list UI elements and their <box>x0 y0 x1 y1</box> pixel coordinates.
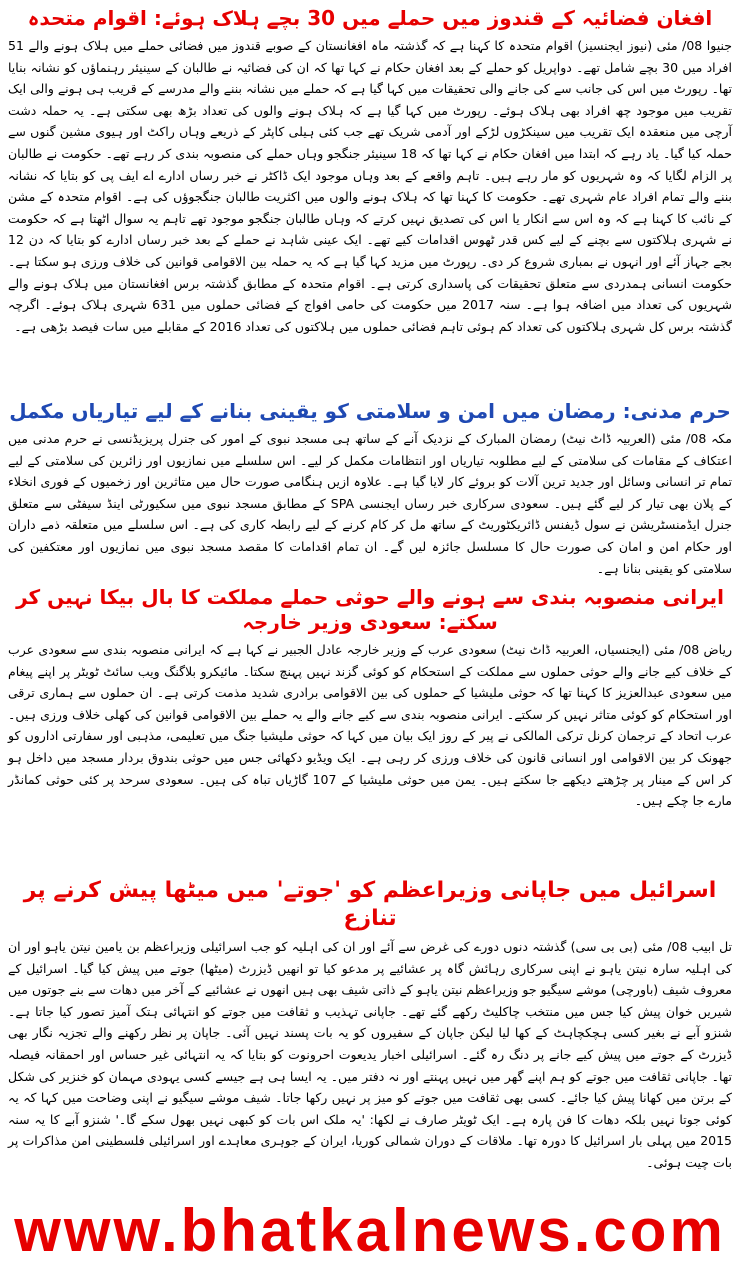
article-saudi-foreign-minister <box>6 579 734 869</box>
website-footer <box>0 1180 740 1280</box>
article-body: مکہ 08/ مئی (العربیہ ڈاٹ نیٹ) رمضان المبارک کے نزدیک آنے کے ساتھ ہی مسجد نبوی کے امور کی جنرل پریزیڈنسی نے حرم مدنی میں اعتکاف کے مقامات کی سلامتی کے لیے مطلوبہ تیاریاں اور انتظامات مکمل کر لیے۔ اس سلسلے میں نمازیوں اور زائرین کی سلامتی کے لیے تمام تر انسانی وسائل اور جدید ترین آلات کو بروئے کار لایا گیا ہے۔ علاوہ ازیں ہنگامی صورت حال میں متاثرین اور زخمیوں کے فوری انخلاء کے پلان بھی تیار کر لیے گئے ہیں۔ سعودی سرکاری خبر رساں ایجنسی SPA کے مطابق مسجد نبوی میں سکیورٹی اینڈ سیفٹی سے متعلق جنرل ایڈمنسٹریشن نے سول ڈیفنس ڈائریکٹوریٹ کے ساتھ مل کر کام کرنے کے لیے رابطہ کاری کی ہے۔ اس سلسلے میں متعلقہ ذمے داران اور حکام امن و امان کی صورت حال کا مسلسل جائزہ لیں گے۔ ان تمام اقدامات کا مقصد مسجد نبوی میں نمازیوں اور معتکفین کی سلامتی کو یقینی بنانا ہے۔ <box>8 431 732 576</box>
article-afghan-airstrike <box>6 4 734 393</box>
article-body: جنیوا 08/ مئی (نیوز ایجنسیز) اقوام متحدہ کا کہنا ہے کہ گذشتہ ماہ افغانستان کے صوبے قندوز میں فضائی حملے میں ہلاک ہونے والے 51 افراد میں 30 بچے شامل تھے۔ دواپریل کو حملے کے بعد افغان حکام نے کہا تھا کہ ان کی فضائیہ نے طالبان کے سینیئر رہنماؤں کو نشانہ بنایا تھا۔ رپورٹ میں اس کی جانب سے کی جانے والی تحقیقات میں کہا گیا ہے کہ حملے میں نشانہ بننے والے مدرسے کے قریب ہی ہونے والی ایک تقریب میں موجود چھ افراد بھی ہلاک ہوئے۔ رپورٹ میں کہا گیا ہے کہ ہلاک ہونے والوں کی تعداد بڑھ بھی سکتی ہے۔ یہ حملہ دشت آرچی میں منعقدہ ایک تقریب میں سینکڑوں لڑکے اور آدمی شریک تھے جب کئی ہیلی کاپٹر کے ذریعے وہاں راکٹ اور ہیوی مشین گنوں سے حملہ کیا گیا۔ یاد رہے کہ ابتدا میں افغان حکام نے کہا تھا کہ 18 سینیئر جنگجو وہاں حملے کی منصوبہ بندی کر رہے تھے۔ حکومت نے طالبان پر الزام لگایا کہ وہ شہریوں کو مار رہے ہیں۔ تاہم واقعے کے بعد وہاں موجود ایک ڈاکٹر نے خبر رساں ادارے اے ایف پی کو بتایا کہ نشانہ بننے والے تمام افراد عام شہری تھے۔ حکومت کا کہنا تھا کہ ہلاک ہونے والوں میں اکثریت طالبان جنگجوؤں کی ہے۔ اقوام متحدہ کے مشن کے نائب کا کہنا ہے کہ وہ اس سے انکار یا اس کی تصدیق نہیں کرتے کہ وہاں طالبان جنگجو موجود تھے تاہم یہ سوال اٹھتا ہے کہ حکومت نے شہری ہلاکتوں سے بچنے کے لیے کس قدر ٹھوس اقدامات کیے تھے۔ ایک عینی شاہد نے حملے کے بعد خبر رساں ادارے کو بتایا کہ دن 12 بجے جہاز آئے اور انہوں نے بمباری شروع کر دی۔ رپورٹ میں مزید کہا گیا ہے کہ یہ حملہ بین الاقوامی قوانین کی خلاف ورزی ہو سکتا ہے۔ حکومت انسانی ہمدردی سے متعلق تحقیقات کی پاسداری کرتی ہے۔ اقوام متحدہ کے مطابق گذشتہ برس افغانستان میں ہلاک ہونے والے شہریوں کی تعداد میں اضافہ ہوا ہے۔ سنہ 2017 میں حکومت کی حامی افواج کے فضائی حملوں میں 631 شہری ہلاک ہوئے۔ اگرچہ گذشتہ برس کل شہری ہلاکتوں کی تعداد کم ہوئی تاہم فضائی حملوں میں ہلاکتوں کی تعداد 2016 کے مقابلے میں سات فیصد بڑھی ہے۔ <box>8 38 733 334</box>
website-url[interactable]: www.bhatkalnews.com <box>14 1196 726 1264</box>
article-body: تل ابیب 08/ مئی (بی بی سی) گذشتہ دنوں دورے کی غرض سے آئے اور ان کی اہلیہ کو جب اسرائیلی وزیراعظم بن یامین نیتن یاہو اور ان کی اہلیہ سارہ نیتن یاہو نے اپنی سرکاری رہائش گاہ پر عشائیے پر مدعو کیا تو انھیں ڈیزرٹ (میٹھا) جوتے میں پیش کیا گیا۔ اسرائیل کے معروف شیف (باورچی) موشے سیگیو جو وزیراعظم نیتن یاہو کے ذاتی شیف بھی ہیں انھوں نے عشائیے کے آخر میں دھات سے بنے جوتوں میں شیریں خوان پیش کیا جس میں منتخب چاکلیٹ رکھے گئے تھے۔ جاپانی تہذیب و ثقافت میں جوتے کو انتہائی ہتک آمیز تصور کیا جاتا ہے۔ شنزو آبے نے بغیر کسی ہچکچاہٹ کے کھا لیا لیکن جاپان کے سفیروں کو یہ بات پسند نہیں آئی۔ جاپان پر نظر رکھنے والے تجزیہ نگار بھی ڈیزرٹ کے جوتے میں پیش کیے جانے پر دنگ رہ گئے۔ اسرائیلی اخبار یدیعوت احرونوت کو بتایا کہ یہ انتہائی غیر حساس اور احمقانہ فیصلہ تھا۔ جاپانی ثقافت میں جوتے کو ہم اپنے گھر میں نہیں پہنتے اور نہ دفتر میں۔ یہ ایسا ہی ہے جیسے کسی یہودی مہمان کو خنزیر کی شکل کے برتن میں کھانا پیش کیا جائے۔ کسی بھی ثقافت میں جوتے کو میز پر نہیں رکھا جاتا۔ شیف موشے سیگیو نے اپنی وضاحت میں کہا کہ یہ کوئی جوتا نہیں بلکہ دھات کا فن پارہ ہے۔ ایک ٹویٹر صارف نے لکھا: 'یہ ملک اس بات کو کبھی نہیں بھول سکے گا۔' شنزو آبے کا یہ سنہ 2015 میں پہلی بار اسرائیل کا دورہ تھا۔ ملاقات کے دوران شمالی کوریا، ایران کے جوہری معاہدے اور اسرائیلی فلسطینی امن مذاکرات پر بات چیت ہوئی۔ <box>8 939 733 1170</box>
article-headline: حرم مدنی: رمضان میں امن و سلامتی کو یقینی بنانے کے لیے تیاریاں مکمل <box>9 399 731 423</box>
article-headline: افغان فضائیہ کے قندوز میں حملے میں 30 بچے ہلاک ہوئے: اقوام متحدہ <box>27 6 713 30</box>
article-body: ریاض 08/ مئی (ایجنسیاں، العربیہ ڈاٹ نیٹ) سعودی عرب کے وزیر خارجہ عادل الجبیر نے کہا ہے کہ ایرانی منصوبہ بندی سے سعودی عرب کے خلاف کیے جانے والے حوثی حملوں سے مملکت کے استحکام کو کوئی گزند نہیں پہنچ سکتا۔ مائیکرو بلاگنگ ویب سائٹ ٹویٹر پر اپنے پیغام میں سعودی عبدالعزیز کا کہنا تھا کہ حوثی ملیشیا کے حملوں کی بین الاقوامی برادری شدید مذمت کرتی ہے۔ ان حملوں سے ہماری ترقی اور استحکام کو کوئی متاثر نہیں کر سکتے۔ ایرانی منصوبہ بندی سے کیے جانے والے یہ حملے بین الاقوامی قوانین کی کھلی خلاف ورزی ہیں۔ عرب اتحاد کے ترجمان کرنل ترکی المالکی نے پیر کے روز ایک بیان میں کہا کہ حوثی ملیشیا جنگ میں تعلیمی، مذہبی اور سفارتی اداروں کو جھونک کر بین الاقوامی اور انسانی قانون کی خلاف ورزی کر رہی ہے۔ ایک ویڈیو دکھائی جس میں حوثی بندوق بردار مسجد میں داخل ہو کر اس کے مینار پر چڑھتے دیکھے جا سکتے ہیں۔ یمن میں حوثی ملیشیا کے 107 گاڑیاں تباہ کی ہیں۔ سعودی سرحد پر کئی حوثی کمانڈر مارے جا چکے ہیں۔ <box>8 642 732 809</box>
article-headline: ایرانی منصوبہ بندی سے ہونے والے حوثی حملے مملکت کا بال بیکا نہیں کر سکتے: سعودی وزیر خارجہ <box>16 585 724 634</box>
article-haram-madani <box>6 393 734 579</box>
article-headline: اسرائیل میں جاپانی وزیراعظم کو 'جوتے' میں میٹھا پیش کرنے پر تنازع <box>23 878 717 931</box>
